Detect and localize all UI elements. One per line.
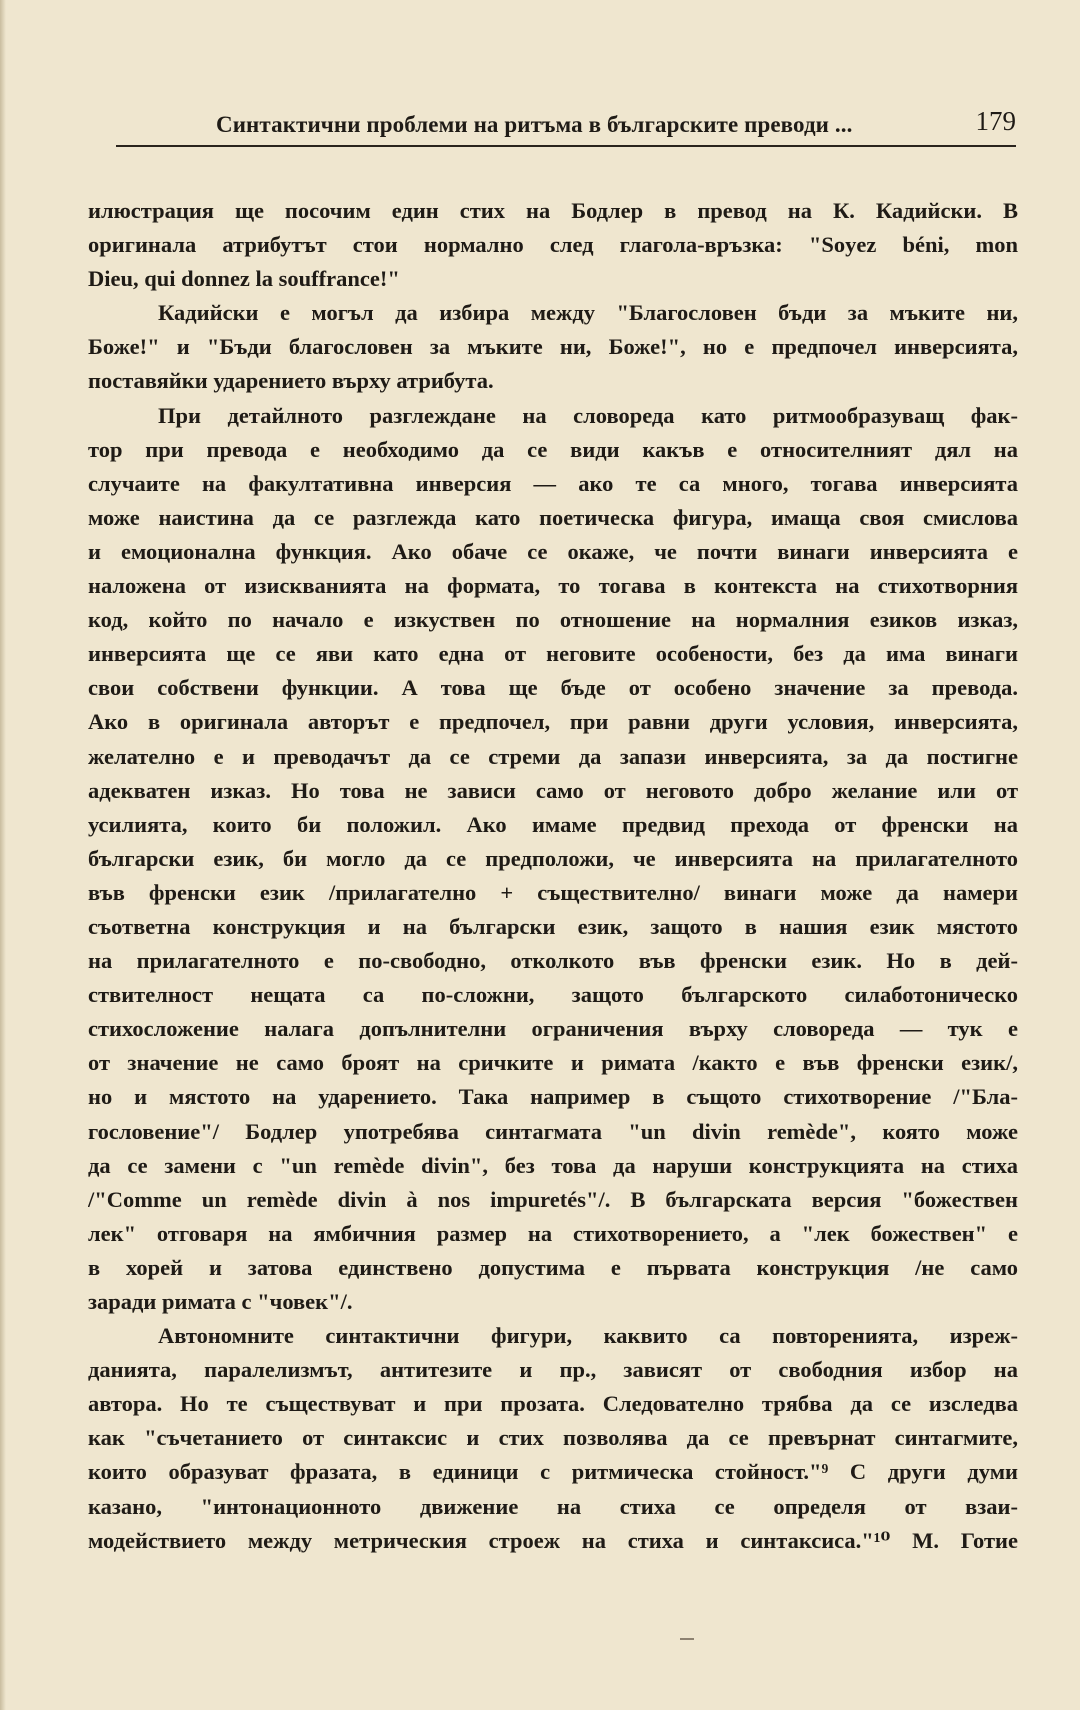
text-line: български език, би могло да се предположи, че инверсията на прилагателното — [88, 845, 1018, 871]
text-line: които образуват фразата, в единици с ритмическа стойност."⁹ С други думи — [88, 1459, 1018, 1485]
text-line: казано, "интонационното движение на стиха се определя от взаи- — [88, 1493, 1018, 1519]
text-line: да се замени с "un remède divin", без това да наруши конструкцията на стиха — [88, 1152, 1018, 1178]
text-line: как "съчетанието от синтаксис и стих позволява да се превърнат синтагмите, — [88, 1425, 1018, 1451]
body-text — [88, 194, 1018, 1558]
text-line: При детайлното разглеждане на словореда като ритмообразуващ фак- — [158, 402, 1018, 428]
text-line: на прилагателното е по-свободно, отколкото във френски език. Но в дей- — [88, 948, 1018, 974]
text-line: в хорей и затова единствено допустима е първата конструкция /не само — [88, 1254, 1018, 1280]
text-line: свои собствени функции. А това ще бъде от особено значение за превода. — [88, 675, 1018, 701]
text-line: заради римата с "човек"/. — [88, 1289, 353, 1314]
text-line: може наистина да се разглежда като поетическа фигура, имаща своя смислова — [88, 504, 1018, 530]
header-rule — [116, 145, 1016, 147]
text-line: тор при превода е необходимо да се види какъв е относителният дял на — [88, 436, 1018, 462]
text-line: и емоционална функция. Ако обаче се окаже, че почти винаги инверсията е — [88, 538, 1018, 564]
running-header — [116, 106, 1016, 146]
text-line: наложена от изискванията на формата, то тогава в контекста на стихотворния — [88, 573, 1018, 599]
text-line: усилията, които би положил. Ако имаме предвид прехода от френски на — [88, 811, 1018, 837]
text-line: лек" отговаря на ямбичния размер на стихотворението, а "лек божествен" е — [88, 1220, 1018, 1246]
text-line: поставяйки ударението върху атрибута. — [88, 368, 494, 394]
text-line: автора. Но те съществуват и при прозата. Следователно трябва да се изследва — [88, 1391, 1018, 1417]
running-title: Синтактични проблеми на ритъма в българските преводи ... — [216, 112, 853, 137]
text-line: от значение не само броят на сричките и римата /както е във френски език/, — [88, 1050, 1018, 1076]
text-line: съответна конструкция и на български език, защото в нашия език мястото — [88, 913, 1018, 939]
text-line: желателно е и преводачът да се стреми да запази инверсията, за да постигне — [88, 743, 1018, 769]
text-line: оригинала атрибутът стои нормално след глагола-връзка: "Soyez béni, mon — [88, 232, 1018, 258]
text-line: Боже!" и "Бъди благословен за мъките ни, Боже!", но е предпочел инверсията, — [88, 334, 1018, 360]
text-line: но и мястото на ударението. Така например в същото стихотворение /"Бла- — [88, 1084, 1018, 1110]
text-line: във френски език /прилагателно + съществително/ винаги може да намери — [88, 879, 1018, 905]
text-line: адекватен изказ. Но това не зависи само от неговото добро желание или от — [88, 777, 1018, 803]
text-line: код, който по начало е изкуствен по отношение на нормалния езиков изказ, — [88, 607, 1018, 633]
text-line: /"Comme un remède divin à nos impuretés"/. В българската версия "божествен — [88, 1186, 1018, 1212]
text-line: Ако в оригинала авторът е предпочел, при равни други условия, инверсията, — [88, 709, 1018, 735]
page-number: 179 — [975, 106, 1016, 136]
text-line: модействието между метрическия строеж на стиха и синтаксиса."¹⁰ М. Готие — [88, 1527, 1018, 1553]
text-line: гословение"/ Бодлер употребява синтагмата "un divin remède", която може — [88, 1118, 1018, 1144]
text-line: стихосложение налага допълнителни ограничения върху словореда — тук е — [88, 1016, 1018, 1042]
text-line: ствителност нещата са по-сложни, защото българското силаботоническо — [88, 982, 1018, 1008]
text-line: илюстрация ще посочим един стих на Бодлер в превод на К. Кадийски. В — [88, 198, 1018, 223]
text-line: случаите на факултативна инверсия — ако те са много, тогава инверсията — [88, 470, 1018, 496]
text-line: Автономните синтактични фигури, каквито са повторенията, изреж- — [158, 1323, 1018, 1349]
text-line: Кадийски е могъл да избира между "Благословен бъди за мъките ни, — [158, 300, 1018, 326]
text-line: инверсията ще се яви като една от неговите особености, без да има винаги — [88, 641, 1018, 667]
text-line: Dieu, qui donnez la souffrance!" — [88, 266, 400, 292]
print-mark — [680, 1638, 694, 1640]
page-edge — [0, 0, 6, 1710]
text-line: данията, паралелизмът, антитезите и пр., зависят от свободния избор на — [88, 1357, 1018, 1383]
